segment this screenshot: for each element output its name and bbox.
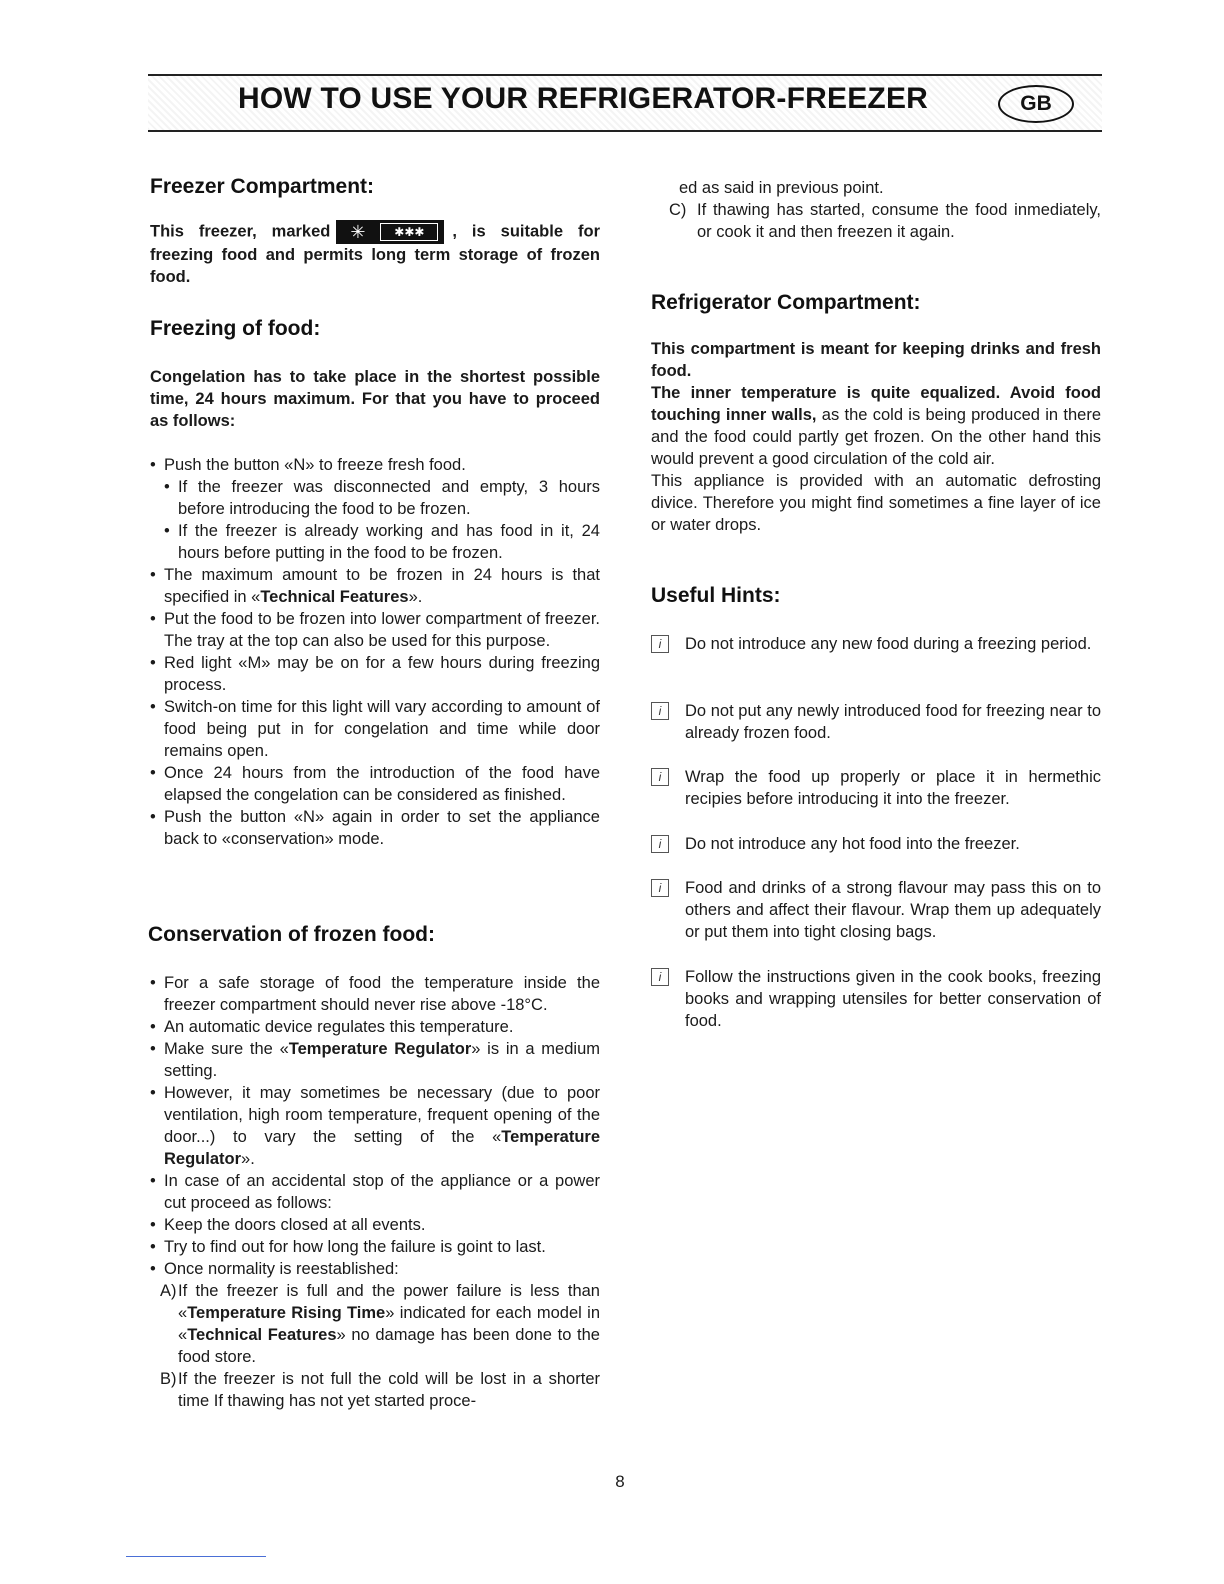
list-item: • Put the food to be frozen into lower compartment of freezer. The tray at the top can also be used for this purpose. [150, 608, 600, 652]
refrigerator-paragraph [651, 382, 1101, 470]
hints-section [651, 583, 1101, 609]
freezer-intro [150, 220, 600, 288]
technical-features-ref: Technical Features [260, 588, 409, 606]
sub-list-item: • If the freezer is already working and has food in it, 24 hours before putting in the food to be frozen. [164, 520, 600, 564]
hint-item [651, 833, 1101, 855]
hint-text: Do not introduce any hot food into the freezer. [685, 835, 1020, 853]
hint-item [651, 966, 1101, 1032]
refrigerator-warning: The inner temperature is quite equalized. Avoid food touching inner walls, [651, 384, 1101, 424]
case-text: If the freezer is not full the cold will be lost in a shorter time If thawing has not yet started proce- [178, 1370, 600, 1410]
hint-item [651, 700, 1101, 744]
list-item: • Try to find out for how long the failure is goint to last. [150, 1236, 600, 1258]
conservation-list [150, 972, 600, 1280]
hint-text: Wrap the food up properly or place it in hermethic recipies before introducing it into the freezer. [685, 768, 1101, 808]
freezer-section [150, 174, 600, 288]
info-icon: i [651, 879, 669, 897]
bottom-rule [126, 1556, 266, 1557]
case-c [651, 199, 1101, 243]
temperature-regulator-ref: Temperature Regulator [288, 1040, 472, 1058]
case-letter: A) [160, 1282, 177, 1300]
hint-item [651, 633, 1101, 655]
refrigerator-intro: This compartment is meant for keeping drinks and fresh food. [651, 340, 1101, 380]
hint-text: Do not put any newly introduced food for freezing near to already frozen food. [685, 702, 1101, 742]
freezing-steps-list [150, 454, 600, 850]
list-item: • Switch-on time for this light will vary according to amount of food being put in for congelation and time while door remains open. [150, 696, 600, 762]
info-icon: i [651, 968, 669, 986]
info-icon: i [651, 768, 669, 786]
temperature-regulator-ref: Temperature Regulator [164, 1128, 600, 1168]
list-item: • In case of an accidental stop of the appliance or a power cut proceed as follows: [150, 1170, 600, 1214]
list-item-text: Make sure the « [164, 1040, 289, 1058]
temperature-rising-time-ref: Temperature Rising Time [187, 1304, 386, 1322]
freezer-star-rating-icon [336, 220, 444, 244]
paragraph-text: as the cold is being produced in there and the food could partly get frozen. On the other hand this would prevent a good circulation of the cold air. [651, 406, 1101, 468]
freezer-intro-end: , is suitable for freezing food and permits long term storage of frozen food. [150, 222, 600, 286]
list-item [150, 1038, 600, 1082]
case-text: » no damage has been done to the food store. [178, 1326, 600, 1366]
hint-item [651, 766, 1101, 810]
list-item: • Red light «M» may be on for a few hours during freezing process. [150, 652, 600, 696]
list-item-text: ». [408, 588, 423, 606]
case-text: If the freezer is full and the power failure is less than « [178, 1282, 600, 1322]
list-item: • Once normality is reestablished: [150, 1258, 600, 1280]
page-title: HOW TO USE YOUR REFRIGERATOR-FREEZER [238, 82, 929, 115]
freezing-section [150, 316, 600, 850]
list-item: • Once 24 hours from the introduction of the food have elapsed the congelation can be considered as finished. [150, 762, 600, 806]
list-item: • Push the button «N» again in order to set the appliance back to «conservation» mode. [150, 806, 600, 850]
list-item: • Keep the doors closed at all events. [150, 1214, 600, 1236]
list-item-text: ». [241, 1150, 255, 1168]
list-item: • An automatic device regulates this temperature. [150, 1016, 600, 1038]
case-b-continued [651, 177, 1101, 199]
refrigerator-heading: Refrigerator Compartment: [651, 291, 921, 314]
hint-item [651, 877, 1101, 943]
three-star-icon: ✱✱✱ [380, 223, 438, 241]
info-icon: i [651, 635, 669, 653]
hint-text: Do not introduce any new food during a freezing period. [685, 635, 1092, 653]
hint-text: Follow the instructions given in the cook books, freezing books and wrapping utensiles for better conservation of food. [685, 968, 1101, 1030]
refrigerator-defrost-paragraph: This appliance is provided with an automatic defrosting divice. Therefore you might find sometimes a fine layer of ice or water drops. [651, 472, 1101, 534]
conservation-continued [651, 177, 1101, 243]
list-item-text: » is in a medium setting. [164, 1040, 600, 1080]
info-icon: i [651, 835, 669, 853]
case-letter: B) [160, 1370, 177, 1388]
list-item-text: However, it may sometimes be necessary (due to poor ventilation, high room temperature, frequent opening of the door...) to vary the setting of the « [164, 1084, 600, 1146]
info-icon: i [651, 702, 669, 720]
refrigerator-section [651, 290, 1101, 536]
sub-list [164, 476, 600, 564]
freezer-intro-start: This freezer, marked [150, 222, 331, 241]
case-text: If thawing has started, consume the food inmediately, or cook it and then freezen it again. [697, 201, 1101, 241]
list-item [150, 564, 600, 608]
case-text: ed as said in previous point. [679, 179, 884, 197]
case-text: » indicated for each model in « [178, 1304, 600, 1344]
list-item-text: The maximum amount to be frozen in 24 hours is that specified in « [164, 566, 600, 606]
case-a [150, 1280, 600, 1368]
list-item: • For a safe storage of food the temperature inside the freezer compartment should never rise above -18°C. [150, 972, 600, 1016]
case-b [150, 1368, 600, 1412]
conservation-heading: Conservation of frozen food: [148, 923, 435, 946]
freezing-intro: Congelation has to take place in the shortest possible time, 24 hours maximum. For that you have to proceed as follows: [150, 368, 600, 430]
list-item [150, 454, 600, 564]
technical-features-ref: Technical Features [187, 1326, 337, 1344]
freezer-heading: Freezer Compartment: [150, 175, 375, 198]
list-item-text: Push the button «N» to freeze fresh food. [164, 456, 466, 474]
sub-list-item: • If the freezer was disconnected and empty, 3 hours before introducing the food to be frozen. [164, 476, 600, 520]
conservation-section [150, 922, 600, 1412]
list-item [150, 1082, 600, 1170]
freezing-heading: Freezing of food: [150, 317, 321, 340]
language-badge: GB [998, 85, 1074, 123]
page-number: 8 [615, 1472, 625, 1491]
page-header [148, 74, 1102, 132]
case-letter: C) [669, 201, 687, 219]
hints-heading: Useful Hints: [651, 584, 781, 607]
hint-text: Food and drinks of a strong flavour may pass this on to others and affect their flavour. Wrap them up adequately or put them into tight closing bags. [685, 879, 1101, 941]
single-star-icon: ✳ [350, 222, 366, 242]
